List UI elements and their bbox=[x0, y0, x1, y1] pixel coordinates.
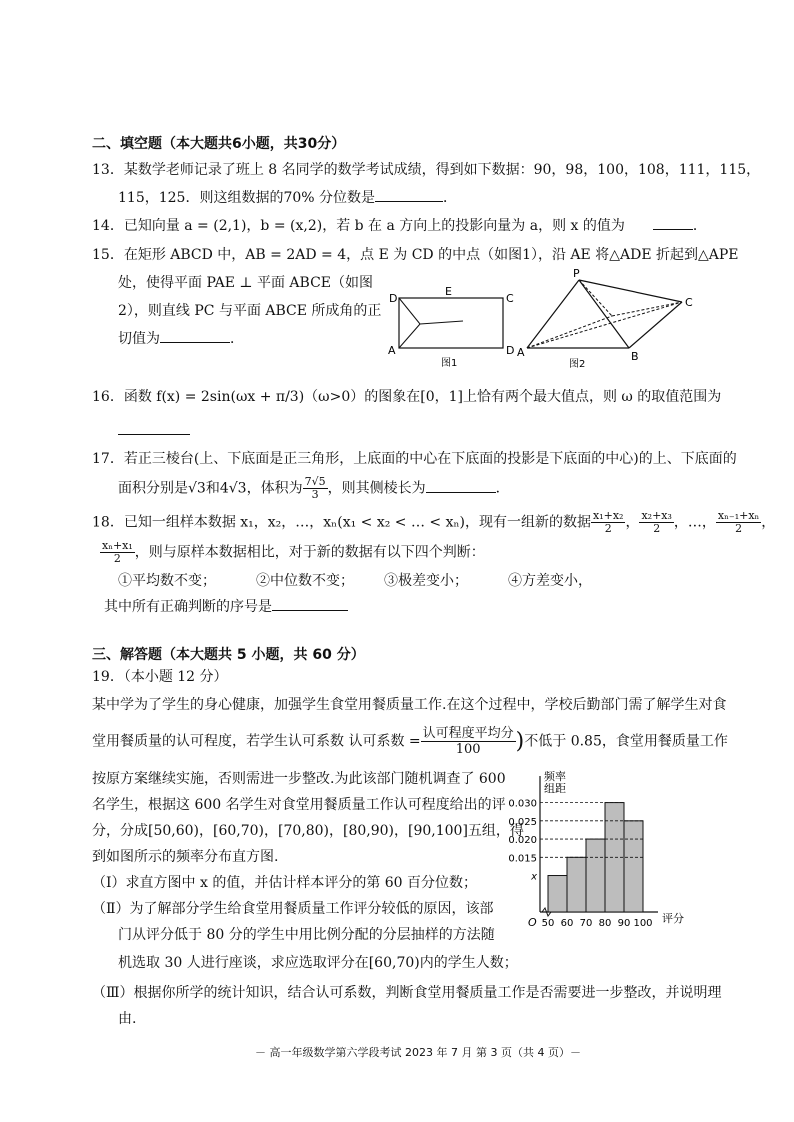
histogram-bar-2 bbox=[567, 857, 586, 912]
fig1-fold-ae bbox=[399, 324, 420, 348]
q19-sub3a: （Ⅲ）根据你所学的统计知识，结合认可系数，判断食堂用餐质量工作是否需要进一步整改，并说明理 bbox=[92, 985, 722, 1001]
q18-text-4: 其中所有正确判断的序号是 bbox=[104, 599, 272, 615]
figure-2-pyramid bbox=[517, 266, 697, 370]
q18-option-3: ③极差变小； bbox=[384, 573, 468, 589]
q17-answer-blank[interactable] bbox=[426, 480, 496, 493]
q19-sub2c: 机选取 30 人进行座谈，求应选取评分在[60,70)内的学生人数； bbox=[118, 955, 518, 971]
q19-p1: 某中学为了学生的身心健康，加强学生食堂用餐质量工作.在这个过程中，学校后勤部门需了解学生对食 bbox=[92, 697, 727, 713]
q15-line4 bbox=[118, 328, 244, 348]
fig2-label-a: A bbox=[517, 346, 525, 359]
q17-vol-num: 7√5 bbox=[304, 475, 326, 488]
q18-f1-num: x₁+x₂ bbox=[593, 509, 624, 522]
fig1-segment bbox=[420, 321, 463, 324]
q18-line1: 18．已知一组样本数据 x₁，x₂，…，xₙ(x₁ < x₂ < … < xₙ)，现有一组新的数据 $\frac{\text{x₁+x₂}}{2}$ ， $\frac{\text{x₂+x₃}}{2}$ ，…， $\frac{\text{xₙ₋₁+xₙ}}{2}$ ， bbox=[92, 509, 776, 535]
q17-line2 bbox=[118, 476, 510, 501]
q17-period: ． bbox=[495, 480, 510, 497]
histogram-y-tick-x: x bbox=[531, 871, 537, 883]
q19-sub2b: 门从评分低于 80 分的学生中用比例分配的分层抽样的方法随 bbox=[118, 927, 495, 943]
histogram-y-label-bottom: 组距 bbox=[544, 782, 566, 795]
q18-f3-num: xₙ₋₁+xₙ bbox=[717, 509, 760, 522]
q19-p2: 堂用餐质量的认可程度，若学生认可系数 认可系数 = $\frac{\text{认可程度平均分}}{100}$ )不低于 0.85，食堂用餐质量工作 bbox=[92, 726, 728, 757]
histogram-x-tick-2: 60 bbox=[560, 918, 574, 929]
fig1-fold-de bbox=[399, 298, 420, 324]
histogram-x-tick-5: 90 bbox=[617, 918, 631, 929]
q18-option-1: ①平均数不变； bbox=[118, 573, 216, 589]
q14-text: 14．已知向量 a = (2,1)，b = (x,2)，若 b 在 a 方向上的投影向量为 a，则 x 的值为 bbox=[92, 218, 625, 234]
histogram-bar-3 bbox=[586, 839, 605, 912]
q17-line1: 17．若正三棱台(上、下底面是正三角形，上底面的中心在下底面的投影是下底面的中心)的上、下底面的 bbox=[92, 451, 737, 467]
fig2-edge-pb bbox=[579, 280, 629, 348]
q18-f4-den: 2 bbox=[113, 552, 121, 565]
q18-f3-den: 2 bbox=[735, 522, 743, 535]
q13-text: 115，125．则这组数据的70% 分位数是 bbox=[118, 190, 376, 206]
fig2-label-p: P bbox=[573, 267, 580, 280]
histogram-x-tick-3: 70 bbox=[579, 918, 593, 929]
histogram-y-label-top: 频率 bbox=[544, 770, 566, 783]
histogram-bar-1 bbox=[548, 876, 567, 912]
q16-line2 bbox=[118, 422, 190, 439]
fig2-caption: 图2 bbox=[569, 359, 586, 370]
page-footer: － 高一年级数学第六学段考试 2023 年 7 月 第 3 页（共 4 页）－ bbox=[255, 1046, 581, 1059]
q18-options bbox=[118, 570, 592, 590]
histogram-y-tick-1: 0.030 bbox=[508, 798, 537, 810]
q18-frac-1 bbox=[591, 510, 625, 535]
q14-answer-blank[interactable] bbox=[653, 217, 693, 230]
q18-option-4: ④方差变小， bbox=[508, 573, 592, 589]
q18-f1-den: 2 bbox=[604, 522, 612, 535]
q18-line2 bbox=[100, 540, 485, 565]
histogram-x-tick-6: 100 bbox=[633, 918, 653, 929]
fig1-label-e: E bbox=[445, 285, 452, 298]
histogram-x-tick-4: 80 bbox=[598, 918, 612, 929]
q19-header: 19．（本小题 12 分） bbox=[92, 669, 228, 685]
q18-frac-3 bbox=[716, 510, 761, 535]
q18-answer-blank[interactable] bbox=[272, 598, 348, 611]
q19-text-a: 堂用餐质量的认可程度，若学生认可系数 认可系数 = bbox=[92, 733, 421, 750]
fig1-caption: 图1 bbox=[441, 358, 458, 369]
q19-p3: 按原方案继续实施，否则需进一步整改.为此该部门随机调查了 600 bbox=[92, 771, 506, 787]
q18-frac-4 bbox=[100, 540, 135, 565]
histogram-x-label: 评分 bbox=[662, 912, 684, 925]
fig1-label-d: D bbox=[389, 292, 398, 305]
fig2-edge-ac bbox=[527, 302, 682, 348]
q18-line4 bbox=[104, 596, 348, 616]
q13-line1: 13．某数学老师记录了班上 8 名同学的数学考试成绩，得到如下数据：90，98，100，108，111，115， bbox=[92, 162, 761, 178]
q18-option-2: ②中位数不变； bbox=[256, 573, 354, 589]
q15-line2: 处，使得平面 PAE ⊥ 平面 ABCE（如图 bbox=[118, 275, 374, 291]
q19-sub1: （Ⅰ）求直方图中 x 的值，并估计样本评分的第 60 百分位数； bbox=[92, 875, 478, 891]
q18-f4-num: xₙ+x₁ bbox=[102, 539, 133, 552]
q18-text-2: ，则与原样本数据相比，对于新的数据有以下四个判断： bbox=[134, 544, 485, 561]
histogram-origin: O bbox=[528, 916, 537, 929]
q19-p5: 分，分成[50,60)，[60,70)，[70,80)，[80,90)，[90,100]五组，得 bbox=[92, 823, 524, 839]
q15-answer-blank[interactable] bbox=[160, 330, 230, 343]
histogram-x-tick-1: 50 bbox=[541, 918, 555, 929]
q19-sub3b: 由. bbox=[118, 1011, 137, 1027]
q18-f2-num: x₂+x₃ bbox=[641, 509, 672, 522]
q17-text-a: 面积分别是√3和4√3，体积为 bbox=[118, 480, 303, 497]
figure-1-rectangle bbox=[385, 284, 515, 370]
q17-volume-fraction bbox=[303, 476, 328, 501]
q13-answer-blank[interactable] bbox=[375, 189, 443, 202]
fig2-edge-ec bbox=[612, 302, 682, 316]
q14-line bbox=[92, 215, 707, 235]
q19-coef-num: 认可程度平均分 bbox=[422, 726, 514, 741]
fig1-label-c: C bbox=[506, 292, 514, 305]
histogram-bar-5 bbox=[624, 821, 643, 912]
q16-answer-blank[interactable] bbox=[118, 422, 190, 435]
fig2-label-b: B bbox=[631, 350, 639, 363]
q18-text: 18．已知一组样本数据 x₁，x₂，…，xₙ(x₁ < x₂ < … < xₙ)，现有一组新的数据 bbox=[92, 514, 592, 531]
section-2-title: 二、填空题（本大题共6小题，共30分） bbox=[92, 136, 346, 152]
section-3-title: 三、解答题（本大题共 5 小题，共 60 分） bbox=[92, 647, 365, 663]
q15-text: 切值为 bbox=[118, 331, 160, 347]
histogram-y-tick-4: 0.015 bbox=[508, 853, 537, 865]
q19-p6: 到如图所示的频率分布直方图. bbox=[92, 849, 279, 865]
q19-coef-den: 100 bbox=[455, 742, 481, 757]
q15-line3: 2），则直线 PC 与平面 ABCE 所成角的正 bbox=[118, 303, 382, 319]
q19-coef-fraction bbox=[421, 726, 516, 757]
fig1-label-a: A bbox=[388, 344, 396, 357]
q18-frac-2 bbox=[639, 510, 673, 535]
q19-text-b: 不低于 0.85，食堂用餐质量工作 bbox=[524, 733, 728, 750]
q19-sub2a: （Ⅱ）为了解部分学生给食堂用餐质量工作评分较低的原因，该部 bbox=[92, 901, 494, 917]
frequency-histogram bbox=[490, 768, 700, 930]
q15-period: ． bbox=[230, 331, 244, 347]
q14-period: ． bbox=[692, 218, 707, 234]
fig1-label-b: D bbox=[506, 344, 515, 357]
q15-line1: 15．在矩形 ABCD 中，AB = 2AD = 4，点 E 为 CD 的中点（如图1），沿 AE 将△ADE 折起到△APE bbox=[92, 247, 739, 263]
q17-text-b: ，则其侧棱长为 bbox=[327, 480, 426, 497]
histogram-y-tick-2: 0.025 bbox=[508, 816, 537, 828]
q13-period: ． bbox=[443, 190, 458, 206]
fig2-edge-pc bbox=[579, 280, 682, 302]
q18-f2-den: 2 bbox=[653, 522, 661, 535]
histogram-y-tick-3: 0.020 bbox=[508, 835, 537, 847]
q17-vol-den: 3 bbox=[311, 488, 319, 501]
fig2-label-c: C bbox=[685, 296, 693, 309]
fig2-edge-bc bbox=[629, 302, 682, 348]
q13-line2 bbox=[118, 187, 457, 207]
fig1-rect bbox=[399, 298, 503, 348]
q19-p4: 名学生，根据这 600 名学生对食堂用餐质量工作认可程度给出的评 bbox=[92, 797, 506, 813]
q16-line1: 16．函数 f(x) = 2sin(ωx + π/3)（ω>0）的图象在[0，1]上恰有两个最大值点，则 ω 的取值范围为 bbox=[92, 389, 722, 405]
